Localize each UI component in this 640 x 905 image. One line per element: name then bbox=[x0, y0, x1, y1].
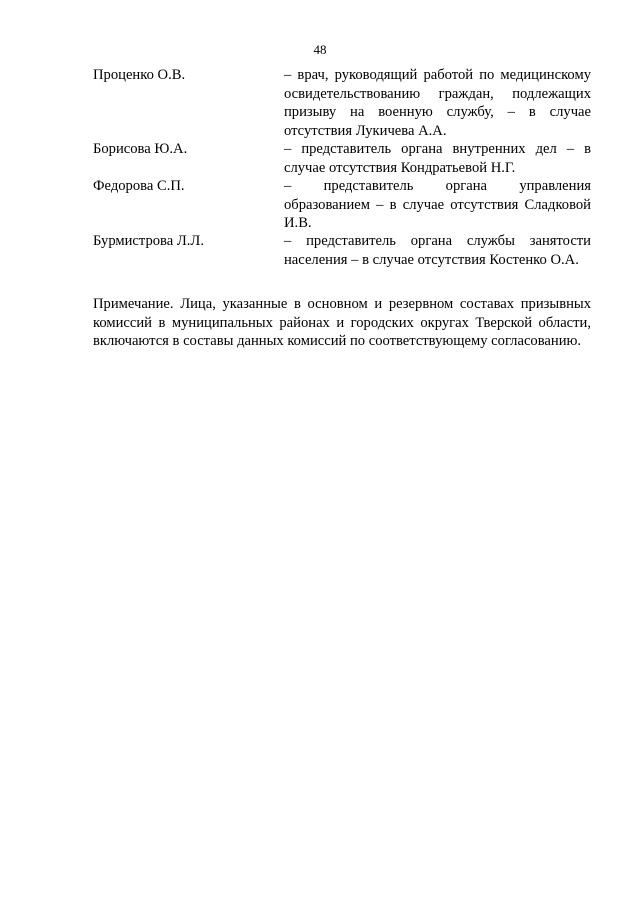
member-role: – врач, руководящий работой по медицинскому освидетельствованию граждан, подлежащих призыву на военную службу, – в случае отсутствия Лукичева А.А. bbox=[284, 67, 591, 139]
member-row bbox=[93, 66, 591, 140]
member-role: – представитель органа управления образованием – в случае отсутствия Сладковой И.В. bbox=[284, 178, 591, 231]
member-name: Бурмистрова Л.Л. bbox=[93, 233, 204, 249]
note-paragraph: Примечание. Лица, указанные в основном и резервном составах призывных комиссий в муниципальных районах и городских округах Тверской области, включаются в составы данных комиссий по соответствующему согласованию. bbox=[93, 296, 591, 349]
member-name: Борисова Ю.А. bbox=[93, 141, 188, 157]
member-role: – представитель органа службы занятости населения – в случае отсутствия Костенко О.А. bbox=[284, 233, 591, 268]
member-role: – представитель органа внутренних дел – в случае отсутствия Кондратьевой Н.Г. bbox=[284, 141, 591, 176]
page-number: 48 bbox=[313, 42, 327, 57]
member-name: Проценко О.В. bbox=[93, 67, 186, 83]
member-row bbox=[93, 177, 591, 232]
member-name: Федорова С.П. bbox=[93, 178, 185, 194]
member-row bbox=[93, 140, 591, 177]
commission-members-list bbox=[93, 66, 591, 269]
member-row bbox=[93, 232, 591, 269]
